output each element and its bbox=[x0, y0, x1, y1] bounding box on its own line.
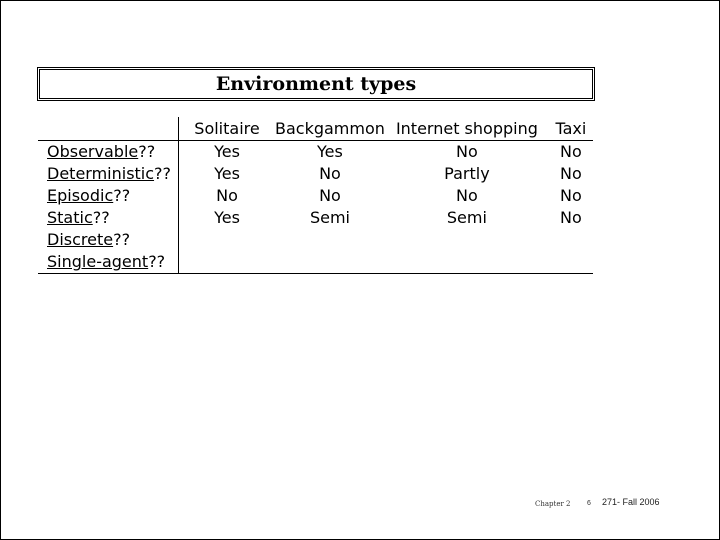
header-corner bbox=[38, 117, 179, 141]
footer-chapter: Chapter 2 bbox=[535, 500, 571, 508]
column-header: Backgammon bbox=[275, 117, 385, 141]
row-label-link: Single-agent bbox=[47, 252, 149, 271]
table-cell bbox=[275, 229, 385, 251]
table-cell bbox=[179, 251, 276, 274]
table-row bbox=[38, 207, 593, 229]
table-cell: No bbox=[319, 164, 341, 183]
table-cell: Yes bbox=[214, 164, 240, 183]
row-label-suffix: ?? bbox=[148, 252, 166, 271]
row-label bbox=[38, 229, 179, 251]
row-label-suffix: ?? bbox=[138, 142, 156, 161]
column-header: Internet shopping bbox=[385, 117, 549, 141]
row-label-link: Static bbox=[47, 208, 93, 227]
table-cell: Yes bbox=[317, 142, 343, 161]
table-row bbox=[38, 229, 593, 251]
slide-title: Environment types bbox=[215, 73, 417, 95]
table-row bbox=[38, 251, 593, 274]
table-cell: No bbox=[216, 186, 238, 205]
table-row bbox=[38, 185, 593, 207]
table-cell bbox=[179, 229, 276, 251]
row-label-link: Discrete bbox=[47, 230, 114, 249]
row-label bbox=[38, 141, 179, 164]
table-cell: No bbox=[560, 186, 582, 205]
column-header: Solitaire bbox=[179, 117, 276, 141]
table-cell: Yes bbox=[214, 208, 240, 227]
row-label bbox=[38, 251, 179, 274]
table-cell: Semi bbox=[446, 208, 487, 227]
table-cell: No bbox=[560, 164, 582, 183]
table-cell: No bbox=[456, 186, 478, 205]
table-cell: Semi bbox=[309, 208, 350, 227]
table-cell bbox=[549, 251, 593, 274]
table-cell bbox=[385, 229, 549, 251]
table-cell bbox=[275, 251, 385, 274]
table-cell bbox=[549, 229, 593, 251]
row-label-suffix: ?? bbox=[113, 230, 131, 249]
table-cell: Partly bbox=[444, 164, 490, 183]
row-label-suffix: ?? bbox=[92, 208, 110, 227]
table-cell: Yes bbox=[214, 142, 240, 161]
table-header-row bbox=[38, 117, 593, 141]
table-row bbox=[38, 163, 593, 185]
title-box bbox=[37, 67, 595, 101]
footer-page-number: 6 bbox=[587, 500, 591, 507]
row-label-link: Observable bbox=[47, 142, 139, 161]
row-label bbox=[38, 185, 179, 207]
table-cell: No bbox=[560, 208, 582, 227]
row-label bbox=[38, 207, 179, 229]
row-label-suffix: ?? bbox=[154, 164, 172, 183]
row-label bbox=[38, 163, 179, 185]
table-cell bbox=[385, 251, 549, 274]
table-cell: No bbox=[456, 142, 478, 161]
table-cell: No bbox=[560, 142, 582, 161]
table-cell: No bbox=[319, 186, 341, 205]
column-header: Taxi bbox=[549, 117, 593, 141]
environment-table bbox=[38, 117, 593, 274]
row-label-link: Episodic bbox=[47, 186, 114, 205]
footer-course: 271- Fall 2006 bbox=[602, 497, 660, 507]
table-row bbox=[38, 141, 593, 164]
row-label-suffix: ?? bbox=[113, 186, 131, 205]
row-label-link: Deterministic bbox=[47, 164, 155, 183]
